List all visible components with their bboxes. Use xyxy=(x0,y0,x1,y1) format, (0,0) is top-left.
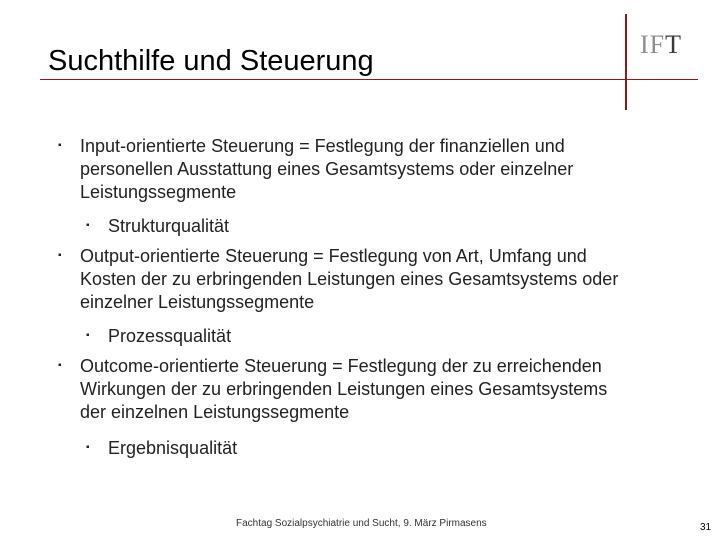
slide-title: Suchthilfe und Steuerung xyxy=(48,45,374,77)
footer-text: Fachtag Sozialpsychiatrie und Sucht, 9. März Pirmasens xyxy=(236,518,487,529)
bullet-2: ▪ xyxy=(58,250,62,261)
page-number: 31 xyxy=(700,522,712,533)
item-2-line-2: Kosten der zu erbringenden Leistungen eines Gesamtsystems oder xyxy=(80,269,619,289)
item-3-line-3: der einzelnen Leistungssegmente xyxy=(80,402,350,422)
sub-bullet-3: ▪ xyxy=(86,442,90,453)
item-3-line-2: Wirkungen der zu erbringenden Leistungen eines Gesamtsystems xyxy=(80,379,608,399)
item-3-line-1: Outcome-orientierte Steuerung = Festlegung der zu erreichenden xyxy=(80,356,602,376)
sub-bullet-1: ▪ xyxy=(86,220,90,231)
logo-divider xyxy=(625,14,627,110)
item-1-sub: Strukturqualität xyxy=(108,216,230,236)
sub-bullet-2: ▪ xyxy=(86,330,90,341)
item-3-sub: Ergebnisqualität xyxy=(108,438,238,458)
item-1-line-1: Input-orientierte Steuerung = Festlegung der finanziellen und xyxy=(80,136,565,156)
item-2-sub: Prozessqualität xyxy=(108,326,232,346)
logo-suffix: T xyxy=(665,30,683,59)
item-2-line-1: Output-orientierte Steuerung = Festlegung von Art, Umfang und xyxy=(80,246,587,266)
item-2-line-3: einzelner Leistungssegmente xyxy=(80,292,315,312)
item-1-line-3: Leistungssegmente xyxy=(80,182,237,202)
logo-prefix: IF xyxy=(640,30,666,59)
title-rule xyxy=(40,79,698,80)
bullet-1: ▪ xyxy=(58,140,62,151)
item-1-line-2: personellen Ausstattung eines Gesamtsystems oder einzelner xyxy=(80,159,574,179)
bullet-3: ▪ xyxy=(58,360,62,371)
ift-logo xyxy=(640,30,682,60)
